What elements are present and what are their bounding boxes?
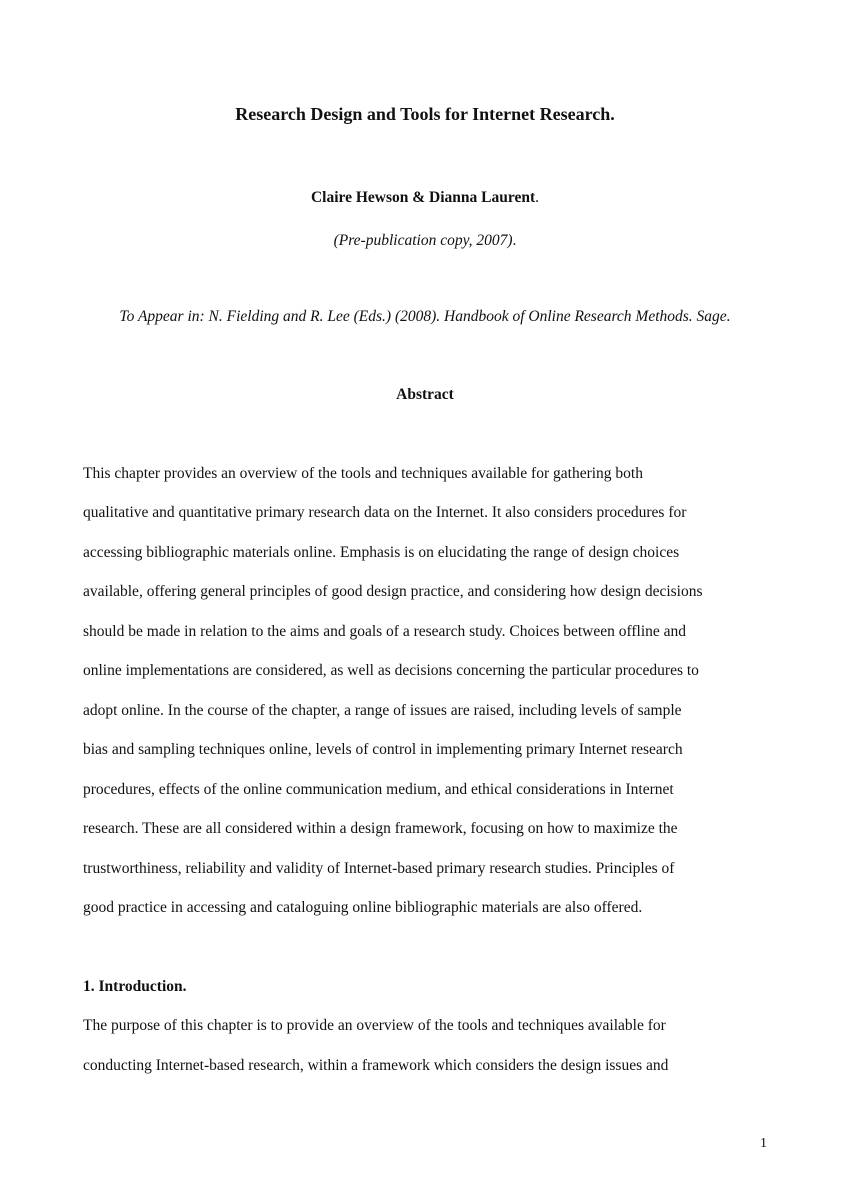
abstract-line: trustworthiness, reliability and validity of Internet-based primary research studies. Principles of (83, 860, 675, 877)
prepublication-period: . (512, 232, 517, 249)
abstract-line: procedures, effects of the online communication medium, and ethical considerations in Internet (83, 781, 674, 798)
abstract-line: available, offering general principles of good design practice, and considering how design decisions (83, 583, 703, 600)
abstract-line: qualitative and quantitative primary research data on the Internet. It also considers procedures for (83, 504, 687, 521)
abstract-line: research. These are all considered within a design framework, focusing on how to maximize the (83, 820, 678, 837)
abstract-line: should be made in relation to the aims and goals of a research study. Choices between offline and (83, 623, 687, 640)
abstract-line: accessing bibliographic materials online. Emphasis is on elucidating the range of design choices (83, 544, 680, 561)
author-line (0, 188, 850, 208)
intro-line: conducting Internet-based research, within a framework which considers the design issues and (83, 1057, 669, 1074)
page-number: 1 (760, 1136, 767, 1151)
publication-venue: To Appear in: N. Fielding and R. Lee (Eds.) (2008). Handbook of Online Research Methods. Sage. (119, 308, 731, 325)
abstract-line: good practice in accessing and cataloguing online bibliographic materials are also offered. (83, 899, 643, 916)
authors-period: . (535, 189, 540, 206)
prepublication-note: (Pre-publication copy, 2007) (333, 232, 513, 249)
abstract-line: bias and sampling techniques online, levels of control in implementing primary Internet research (83, 741, 683, 758)
abstract-heading: Abstract (396, 386, 454, 403)
section-heading: 1. Introduction. (83, 978, 187, 995)
paper-title: Research Design and Tools for Internet Research. (235, 104, 615, 124)
intro-line: The purpose of this chapter is to provide an overview of the tools and techniques available for (83, 1017, 666, 1034)
abstract-line: This chapter provides an overview of the tools and techniques available for gathering both (83, 465, 643, 482)
prepublication-note-line (0, 231, 850, 251)
abstract-line: adopt online. In the course of the chapter, a range of issues are raised, including levels of sample (83, 702, 682, 719)
authors: Claire Hewson & Dianna Laurent (310, 189, 536, 206)
abstract-line: online implementations are considered, as well as decisions concerning the particular procedures to (83, 662, 699, 679)
